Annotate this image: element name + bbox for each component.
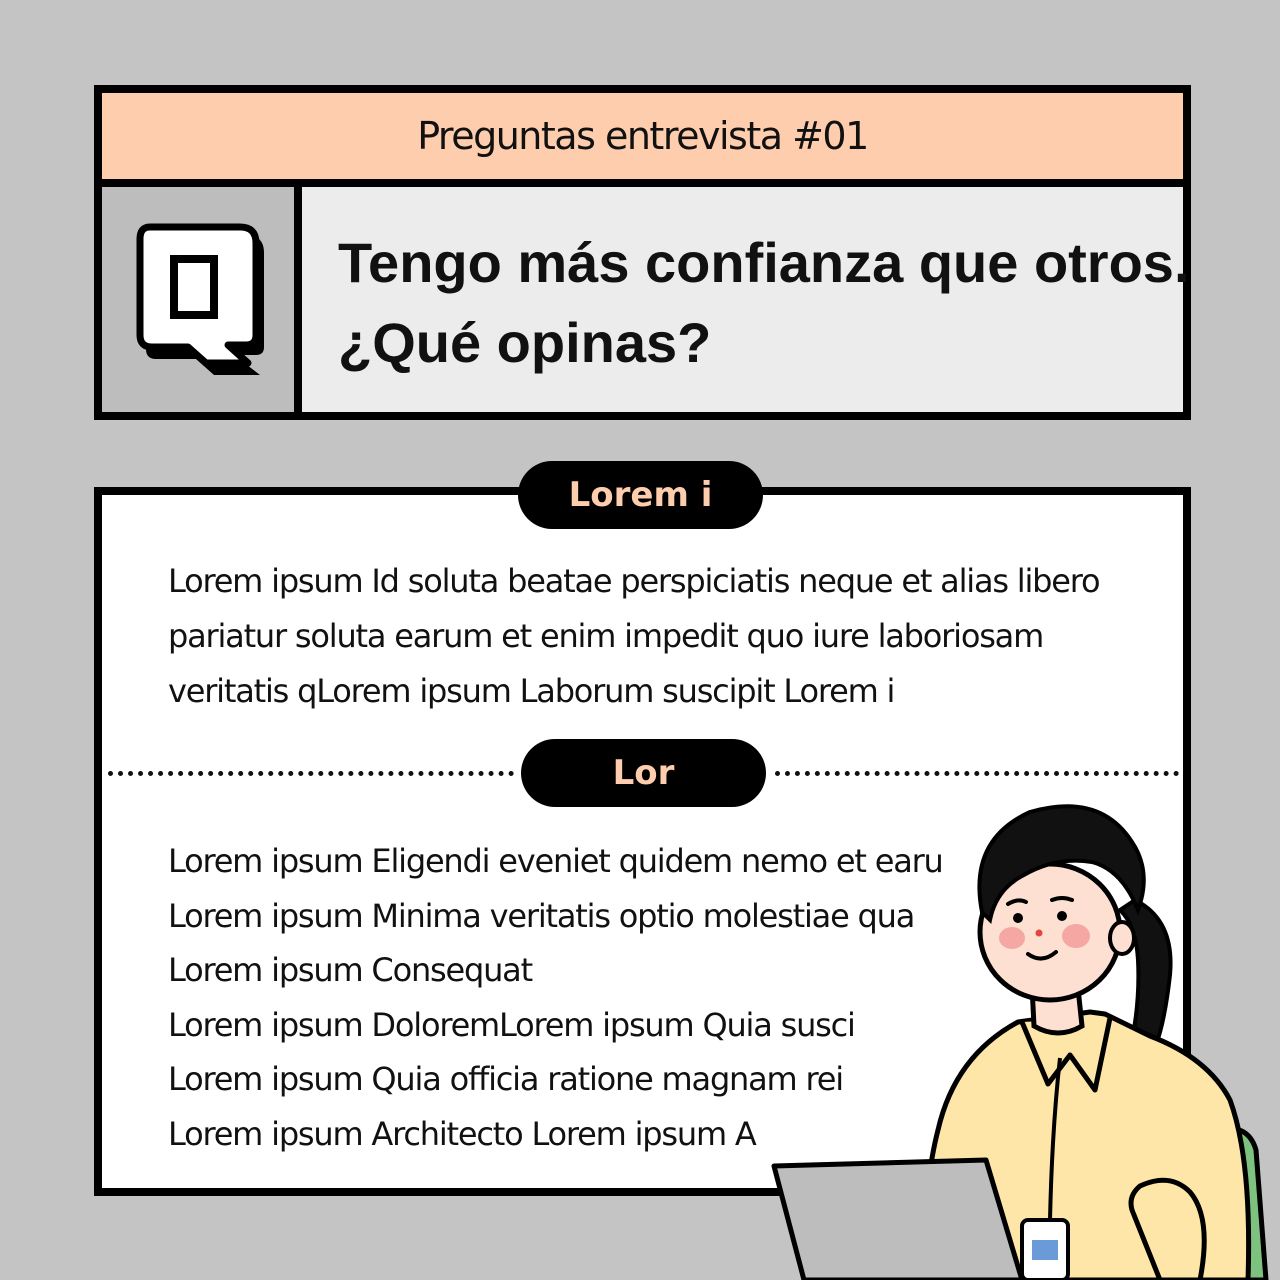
list-item: Lorem ipsum Quia officia ratione magnam rei: [168, 1060, 843, 1099]
section-label-1: Lorem i: [518, 461, 763, 529]
list-item: Lorem ipsum Minima veritatis optio molestiae qua: [168, 896, 915, 935]
dotted-divider-right: [775, 771, 1179, 776]
section-label-2: Lor: [521, 739, 766, 807]
list-item: Lorem ipsum Eligendi eveniet quidem nemo et earu: [168, 842, 943, 880]
list-item: Lorem ipsum DoloremLorem ipsum Quia susci: [168, 1005, 855, 1044]
question-card: [94, 85, 1191, 420]
list-item: Lorem ipsum Consequat: [168, 951, 532, 990]
banner-title: Preguntas entrevista #01: [417, 114, 868, 158]
q-letter-icon: [136, 223, 266, 383]
list-item: Lorem ipsum Architecto Lorem ipsum A: [168, 1114, 756, 1153]
section-1-paragraph: Lorem ipsum Id soluta beatae perspiciatis neque et alias libero pariatur soluta earum et enim impedit quo iure laboriosam veritatis qLorem ipsum Laborum suscipit Lorem i: [168, 562, 1100, 710]
q-panel: [102, 187, 302, 412]
question-line-1: Tengo más confianza que otros.: [338, 231, 1190, 294]
question-title: [338, 223, 1198, 383]
question-line-2: ¿Qué opinas?: [338, 311, 712, 374]
dotted-divider-left: [108, 771, 514, 776]
person-with-laptop-illustration: [760, 800, 1280, 1280]
header-banner: [102, 93, 1183, 187]
